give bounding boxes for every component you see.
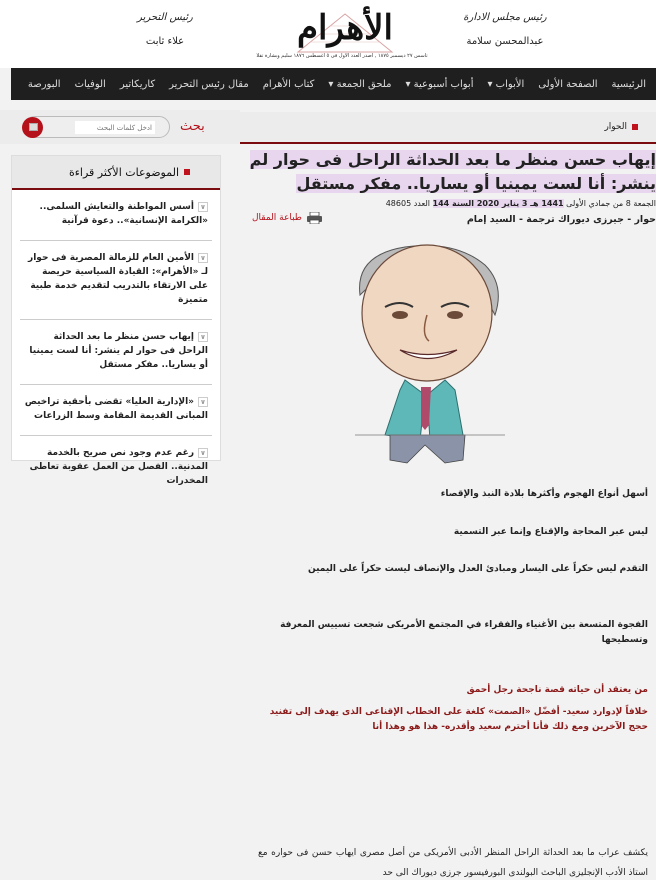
logo-text: الأهرام — [296, 8, 394, 48]
issue-number: العدد 48605 — [385, 199, 430, 208]
pull-quote: أسهل أنواع الهجوم وأكثرها بلادة النبذ والإقصاء — [440, 489, 648, 499]
article-title-text: إيهاب حسن منظر ما بعد الحداثة الراحل فى حوار لم ينشر: أنا لست يمينيا أو يساريا.. مفكر مستقل — [249, 150, 656, 193]
most-read-text: الأمين العام للزمالة المصرية فى حوار لـ «الأهرام»: القيادة السياسية حريصة على الارتقاء بالتدريب لتقديم خدمة طبية متميزة — [28, 253, 208, 305]
main-nav — [11, 68, 656, 100]
most-read-list — [12, 190, 220, 500]
print-label: طباعة المقال — [252, 213, 302, 223]
chevron-down-icon: ∨ — [198, 332, 208, 342]
bullet-icon — [632, 124, 638, 130]
nav-sections[interactable]: الأبواب ▾ — [487, 78, 525, 90]
editor-role: رئيس التحرير — [137, 12, 193, 23]
search-bar — [0, 110, 240, 144]
nav-front-page[interactable]: الصفحة الأولى — [538, 78, 598, 90]
chairman-name: عبدالمحسن سلامة — [466, 36, 544, 47]
most-read-text: رغم عدم وجود نص صريح بالخدمة المدنية.. الفصل من العمل عقوبة تعاطى المخدرات — [29, 448, 208, 486]
date-highlight: 1441 هـ 3 يناير 2020 السنة 144 — [432, 199, 564, 208]
logo-tagline: تأسس ٢٧ ديسمبر ١٨٧٥ , اصدر العدد الأول فى ٥ أغسطس ١٨٧٦ سليم وبشارة تقلا — [256, 53, 428, 59]
breadcrumb[interactable] — [604, 122, 638, 132]
breadcrumb-label: الحوار — [604, 122, 627, 132]
search-button[interactable] — [22, 117, 43, 138]
article-author: حوار - جيرزى ديوراك ترجمة - السيد إمام — [466, 214, 656, 225]
most-read-item[interactable] — [20, 436, 212, 500]
red-quote: من يعتقد أن حياته قصة ناجحة رجل أحمق — [466, 685, 648, 695]
most-read-text: إيهاب حسن منظر ما بعد الحداثة الراحل فى حوار لم ينشر: أنا لست يمينيا أو يساريا.. مفكر مستقل — [29, 332, 208, 370]
most-read-sidebar — [11, 155, 221, 486]
board-chairman — [440, 12, 570, 47]
chairman-role: رئيس مجلس الادارة — [463, 12, 547, 23]
chevron-down-icon: ∨ — [198, 397, 208, 407]
nav-stock-exchange[interactable]: البورصة — [27, 78, 61, 90]
chevron-down-icon: ∨ — [198, 448, 208, 458]
printer-icon — [307, 212, 322, 224]
most-read-text: أسس المواطنة والتعايش السلمى.. «الكرامة الإنسانية».. دعوة قرآنية — [39, 202, 208, 226]
article-date — [385, 199, 656, 208]
chevron-down-icon: ∨ — [198, 202, 208, 212]
most-read-item[interactable] — [20, 241, 212, 320]
nav-ahram-writers[interactable]: كتاب الأهرام — [262, 78, 315, 90]
article-caricature-image — [345, 235, 510, 470]
sidebar-header — [12, 156, 220, 190]
pull-quote: ليس عبر المحاجة والإقناع وإنما عبر التسمية — [453, 527, 648, 537]
search-input[interactable] — [75, 121, 155, 134]
search-label: بحث — [180, 119, 205, 134]
bullet-icon — [184, 169, 190, 175]
most-read-text: «الإدارية العليا» تقضى بأحقية تراخيص المبانى القديمة المقامة وسط الزراعات — [24, 397, 208, 421]
nav-friday-supplement[interactable]: ملحق الجمعة ▾ — [328, 78, 392, 90]
pull-quote: التقدم ليس حكراً على اليسار ومبادئ العدل والإنصاف ليست حكراً على اليمين — [308, 564, 648, 574]
most-read-item[interactable] — [20, 385, 212, 436]
print-article-button[interactable] — [252, 212, 322, 224]
search-image-icon — [29, 123, 38, 131]
nav-obituaries[interactable]: الوفيات — [74, 78, 106, 90]
search-box — [24, 116, 170, 138]
nav-weekly-sections[interactable]: أبواب أسبوعية ▾ — [405, 78, 474, 90]
chevron-down-icon: ∨ — [198, 253, 208, 263]
nav-editor-article[interactable]: مقال رئيس التحرير — [169, 78, 249, 90]
nav-caricature[interactable]: كاريكاتير — [119, 78, 156, 90]
breadcrumb-bar — [240, 112, 656, 144]
most-read-item[interactable] — [20, 190, 212, 241]
article-body: يكشف عراب ما بعد الحداثة الراحل المنظر الأدبى الأمريكى من أصل مصرى ايهاب حسن فى حواره مع استاذ الأدب الإنجليزى الباحث البولندى البورفيسور جرزى ديوراك الى حد — [258, 848, 648, 878]
red-quote: خلافاً لإدوارد سعيد- أفضّل «الصمت» كلغة على الخطاب الإقناعى الذى يهدف إلى تفنيد حجج الآخرين ومع ذلك فأنا أحترم سعيد وأقدره- هذا هو وهذا أنا — [269, 707, 648, 732]
editor-name: علاء ثابت — [145, 36, 185, 47]
sidebar-title: الموضوعات الأكثر قراءة — [68, 165, 179, 179]
editor-in-chief — [110, 12, 220, 47]
most-read-item[interactable] — [20, 320, 212, 385]
ahram-logo[interactable] — [290, 6, 400, 54]
date-prefix: الجمعة 8 من جمادي الأولى — [566, 199, 656, 208]
nav-home[interactable]: الرئيسية — [611, 78, 646, 90]
article-title — [246, 148, 656, 196]
site-header — [0, 0, 656, 68]
pull-quote: الفجوة المتسعة بين الأغنياء والفقراء في المجتمع الأمريكى شجعت تسييس المعرفة وتسطيحها — [280, 620, 648, 645]
